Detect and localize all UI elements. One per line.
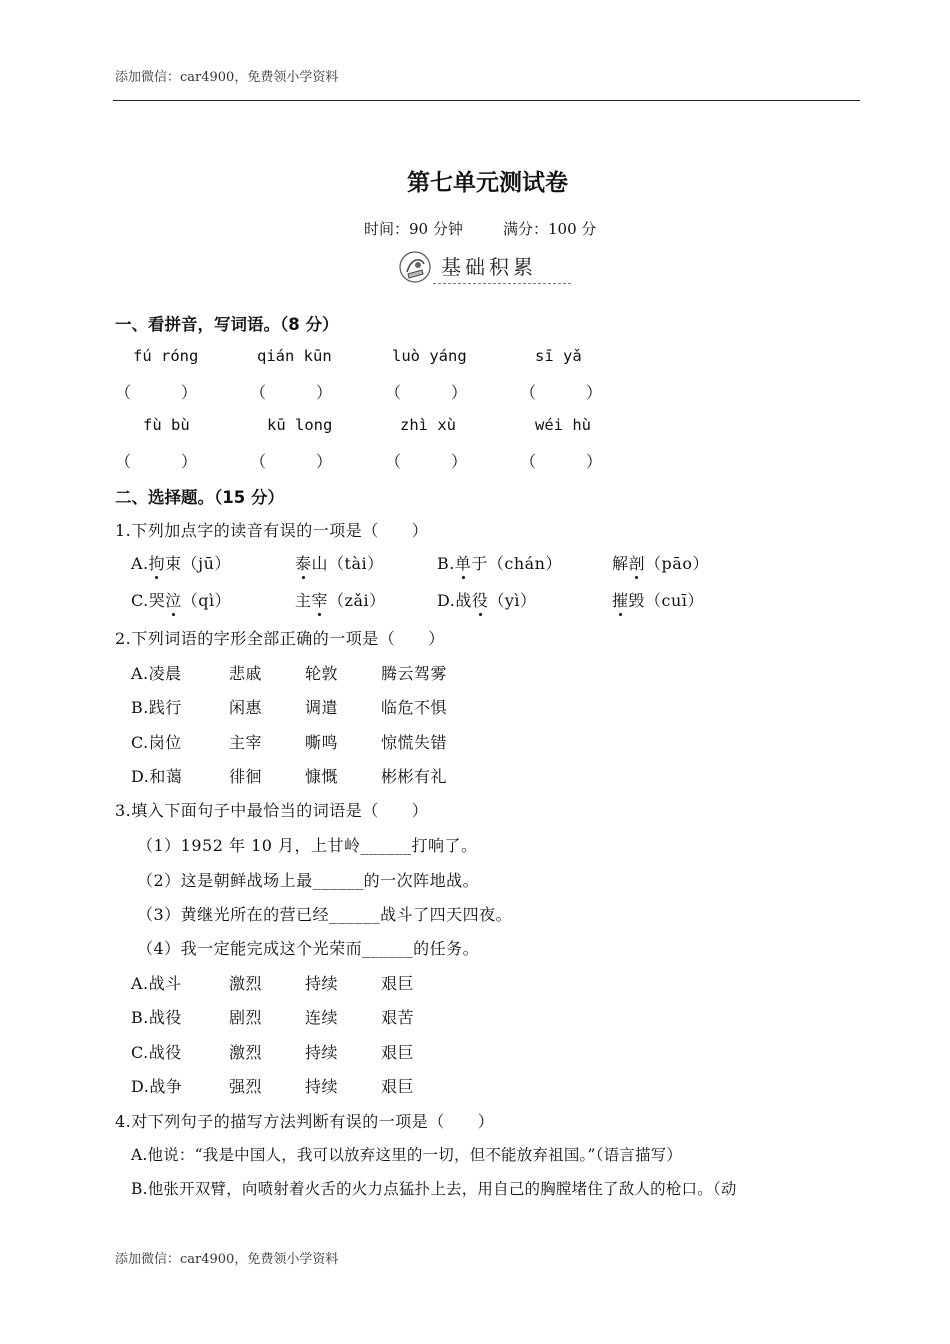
pinyin-item: wéi hù	[535, 416, 591, 434]
q3-word: 强烈	[229, 1077, 263, 1096]
q2-word: 腾云驾雾	[381, 664, 448, 683]
header-watermark: 添加微信：car4900，免费领小学资料	[115, 70, 339, 85]
q2-word: C.岗位	[131, 733, 182, 752]
q2-word: 彬彬有礼	[381, 767, 448, 786]
q3-word: 剧烈	[229, 1008, 263, 1027]
q3-word: 持续	[305, 1077, 339, 1096]
q3-word: 激烈	[229, 974, 263, 993]
q3-word: C.战役	[131, 1043, 182, 1062]
q2-word: 慷慨	[305, 767, 339, 786]
badge-underline	[433, 283, 571, 284]
q3-sentence: （4）我一定能完成这个光荣而______的任务。	[137, 939, 480, 958]
q2-word: 临危不惧	[381, 698, 448, 717]
q2-word: 徘徊	[229, 767, 263, 786]
answer-blank[interactable]: （ ）	[520, 383, 603, 402]
q4-option-a: A.他说：“我是中国人，我可以放弃这里的一切，但不能放弃祖国。”（语言描写）	[131, 1146, 683, 1164]
section-heading-pinyin: 一、看拼音，写词语。（8 分）	[115, 315, 339, 334]
answer-blank[interactable]: （ ）	[250, 383, 333, 402]
q2-word: 惊慌失错	[381, 733, 448, 752]
q3-word: 连续	[305, 1008, 339, 1027]
section-heading-choice: 二、选择题。（15 分）	[115, 488, 284, 507]
q2-word: B.践行	[131, 698, 182, 717]
q1-option-b2: 解剖（pāo）	[612, 554, 709, 573]
q2-word: 悲戚	[229, 664, 263, 683]
q3-word: A.战斗	[131, 974, 182, 993]
q1-option-d1: D.战役（yì）	[437, 591, 537, 610]
q3-word: 艰巨	[381, 974, 415, 993]
q4-option-b: B.他张开双臂，向喷射着火舌的火力点猛扑上去，用自己的胸膛堵住了敌人的枪口。（动	[131, 1180, 737, 1198]
q3-word: 艰巨	[381, 1043, 415, 1062]
question-stem: 2.下列词语的字形全部正确的一项是（ ）	[115, 629, 445, 648]
pinyin-item: qián kūn	[257, 347, 332, 365]
q3-word: D.战争	[131, 1077, 183, 1096]
q2-word: 轮敦	[305, 664, 339, 683]
q1-option-c1: C.哭泣（qì）	[131, 591, 232, 610]
question-stem: 3.填入下面句子中最恰当的词语是（ ）	[115, 801, 429, 820]
full-score: 满分：100 分	[503, 220, 597, 238]
q2-word: A.凌晨	[131, 664, 182, 683]
pinyin-item: fù bù	[143, 416, 190, 434]
pinyin-item: kū long	[267, 416, 333, 434]
q3-sentence: （2）这是朝鲜战场上最______的一次阵地战。	[137, 871, 480, 890]
q2-word: 主宰	[229, 733, 263, 752]
q3-word: 持续	[305, 1043, 339, 1062]
q3-word: 艰巨	[381, 1077, 415, 1096]
answer-blank[interactable]: （ ）	[115, 452, 198, 471]
q2-word: 嘶鸣	[305, 733, 339, 752]
answer-blank[interactable]: （ ）	[385, 452, 468, 471]
q3-sentence: （1）1952 年 10 月，上甘岭______打响了。	[137, 836, 478, 855]
q1-option-a2: 泰山（tài）	[295, 554, 384, 573]
q3-sentence: （3）黄继光所在的营已经______战斗了四天四夜。	[137, 905, 513, 924]
answer-blank[interactable]: （ ）	[385, 383, 468, 402]
page-title: 第七单元测试卷	[407, 170, 568, 196]
header-rule	[113, 100, 860, 101]
q3-word: 激烈	[229, 1043, 263, 1062]
q1-option-d2: 摧毁（cuī）	[612, 591, 704, 610]
q1-option-c2: 主宰（zǎi）	[295, 591, 386, 610]
q2-word: D.和蔼	[131, 767, 183, 786]
q2-word: 闲惠	[229, 698, 263, 717]
badge-label: 基础积累	[441, 255, 537, 279]
answer-blank[interactable]: （ ）	[250, 452, 333, 471]
footer-watermark: 添加微信：car4900，免费领小学资料	[115, 1252, 339, 1267]
pinyin-item: zhì xù	[400, 416, 456, 434]
question-stem: 1.下列加点字的读音有误的一项是（ ）	[115, 521, 429, 540]
pinyin-item: luò yáng	[392, 347, 467, 365]
question-stem: 4.对下列句子的描写方法判断有误的一项是（ ）	[115, 1112, 495, 1131]
pinyin-item: fú róng	[133, 347, 199, 365]
q3-word: 持续	[305, 974, 339, 993]
answer-blank[interactable]: （ ）	[520, 452, 603, 471]
q3-word: 艰苦	[381, 1008, 415, 1027]
pinyin-item: sī yǎ	[535, 347, 582, 365]
answer-blank[interactable]: （ ）	[115, 383, 198, 402]
q3-word: B.战役	[131, 1008, 182, 1027]
q2-word: 调遣	[305, 698, 339, 717]
time-limit: 时间：90 分钟	[364, 220, 463, 238]
book-icon	[398, 250, 432, 284]
q1-option-a1: A.拘束（jū）	[131, 554, 231, 573]
q1-option-b1: B.单于（chán）	[437, 554, 562, 573]
